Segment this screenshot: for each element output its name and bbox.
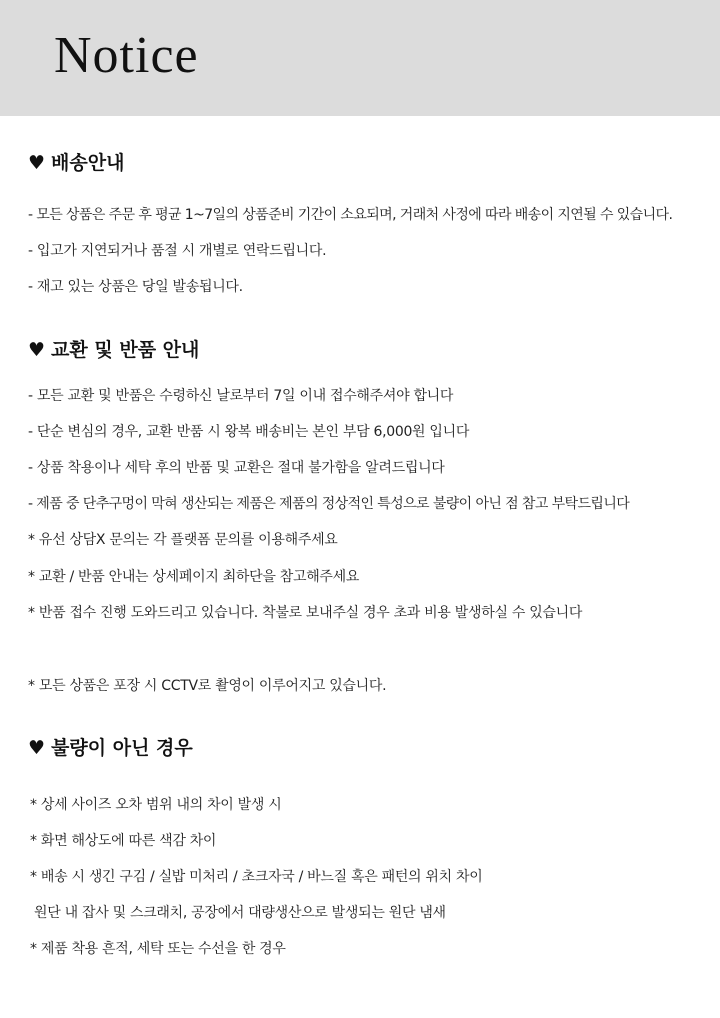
list-item: * 상세 사이즈 오차 범위 내의 차이 발생 시 (30, 797, 282, 813)
section-title-text: 교환 및 반품 안내 (51, 339, 200, 361)
section-title-text: 배송안내 (51, 152, 125, 174)
list-item: * 반품 접수 진행 도와드리고 있습니다. 착불로 보내주실 경우 초과 비용 발생하실 수 있습니다 (28, 605, 583, 621)
page-title: Notice (54, 27, 199, 84)
list-item: * 배송 시 생긴 구김 / 실밥 미처리 / 초크자국 / 바느질 혹은 패턴의 위치 차이 (30, 869, 483, 885)
list-item: * 화면 해상도에 따른 색감 차이 (30, 833, 217, 849)
list-item: 원단 내 잡사 및 스크래치, 공장에서 대량생산으로 발생되는 원단 냄새 (34, 905, 446, 921)
heart-icon: ♥ (28, 339, 46, 361)
list-item: - 모든 상품은 주문 후 평균 1~7일의 상품준비 기간이 소요되며, 거래처 사정에 따라 배송이 지연될 수 있습니다. (28, 207, 673, 223)
heart-icon: ♥ (28, 737, 46, 759)
list-item: * 모든 상품은 포장 시 CCTV로 촬영이 이루어지고 있습니다. (28, 678, 387, 694)
list-item: - 입고가 지연되거나 품절 시 개별로 연락드립니다. (28, 243, 327, 259)
heart-icon: ♥ (28, 152, 46, 174)
list-item: - 재고 있는 상품은 당일 발송됩니다. (28, 279, 243, 295)
header-banner (0, 0, 720, 116)
section-title-not-defective (28, 735, 193, 761)
section-title-exchange (28, 337, 199, 363)
list-item: - 제품 중 단추구멍이 막혀 생산되는 제품은 제품의 정상적인 특성으로 불량이 아닌 점 참고 부탁드립니다 (28, 496, 630, 512)
list-item: - 모든 교환 및 반품은 수령하신 날로부터 7일 이내 접수해주셔야 합니다 (28, 388, 454, 404)
list-item: - 상품 착용이나 세탁 후의 반품 및 교환은 절대 불가함을 알려드립니다 (28, 460, 445, 476)
list-item: - 단순 변심의 경우, 교환 반품 시 왕복 배송비는 본인 부담 6,000원 입니다 (28, 424, 470, 440)
list-item: * 교환 / 반품 안내는 상세페이지 최하단을 참고해주세요 (28, 569, 360, 585)
list-item: * 제품 착용 흔적, 세탁 또는 수선을 한 경우 (30, 941, 286, 957)
section-title-shipping (28, 150, 124, 176)
section-title-text: 불량이 아닌 경우 (51, 737, 193, 759)
list-item: * 유선 상담X 문의는 각 플랫폼 문의를 이용해주세요 (28, 532, 338, 548)
